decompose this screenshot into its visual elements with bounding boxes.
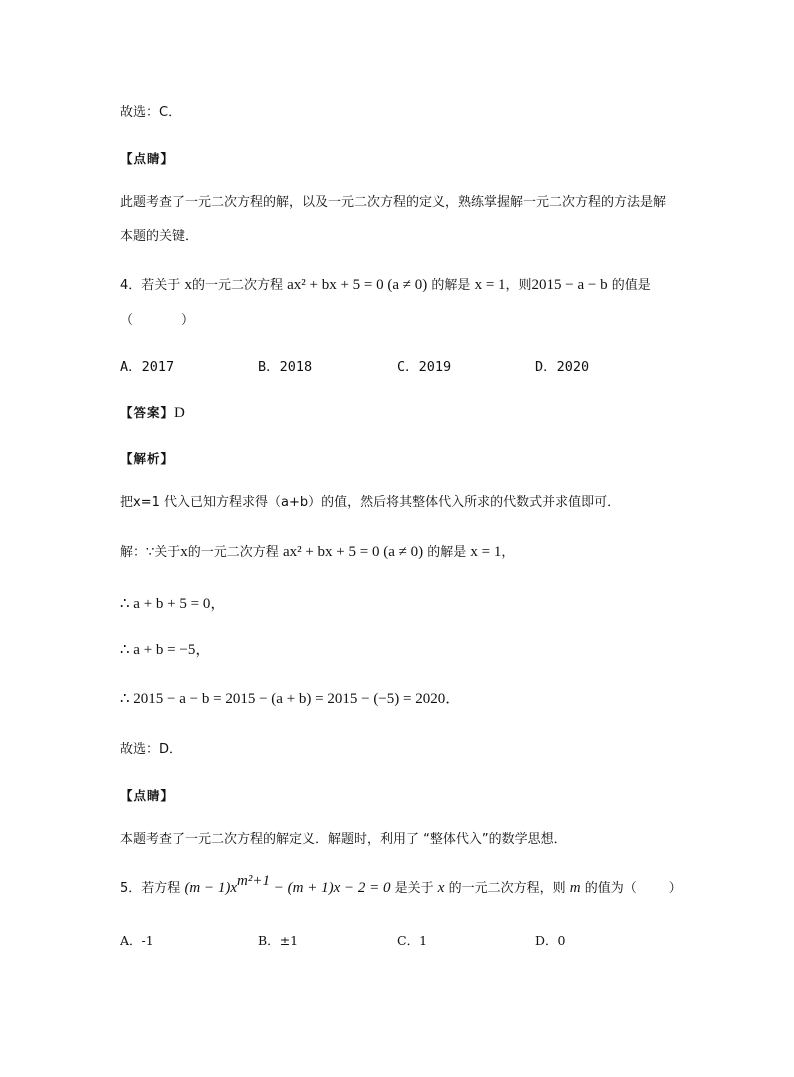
- option-label: C．: [397, 933, 420, 948]
- solution-var-x: x: [180, 544, 188, 560]
- solution-solution: x = 1: [470, 544, 502, 560]
- dianjing-text: 本题考查了一元二次方程的解定义．解题时，利用了 “整体代入”的数学思想．: [120, 832, 567, 847]
- previous-answer-line: [120, 104, 181, 122]
- question-5-text-e: ）: [668, 881, 682, 896]
- question-5-text-d: 的值为（: [584, 881, 637, 896]
- question-5-text-b: 是关于: [394, 881, 434, 896]
- q5-option-b: [258, 932, 298, 950]
- solution-intro: [120, 543, 514, 562]
- option-value: 2019: [418, 359, 452, 375]
- question-5-equation-left: (m − 1)x: [184, 880, 238, 896]
- answer-label: 【答案】: [120, 405, 175, 420]
- question-4-equation: ax² + bx + 5 = 0 (a ≠ 0): [287, 277, 428, 293]
- question-4-text-c: 的解是: [431, 278, 471, 293]
- solution-intro-c: 的解是: [427, 545, 467, 560]
- question-5-var-m: m: [569, 880, 581, 896]
- option-value: 2018: [279, 359, 313, 375]
- question-5-number: 5．: [120, 881, 142, 896]
- answer-value: D: [174, 405, 185, 421]
- solution-intro-end: ，: [501, 545, 515, 560]
- final-choice: 故选：D．: [120, 742, 183, 757]
- option-label: D．: [535, 359, 557, 375]
- option-d: [535, 358, 589, 376]
- analysis-line: 把x=1 代入已知方程求得（a+b）的值，然后将其整体代入所求的代数式并求值即可．: [120, 495, 621, 510]
- option-value: -1: [141, 933, 154, 948]
- summary-line-1: 此题考查了一元二次方程的解，以及一元二次方程的定义，熟练掌握解一元二次方程的方法是解: [120, 195, 667, 210]
- option-label: B．: [258, 933, 280, 948]
- question-5-exponent: m²+1: [237, 873, 270, 889]
- question-4-text-d: ，则: [505, 278, 532, 293]
- option-value: 2017: [141, 359, 175, 375]
- question-4-stem: [120, 276, 651, 295]
- question-5-stem: [120, 873, 682, 898]
- question-5-text-a: 若方程: [141, 881, 181, 896]
- question-4-expression: 2015 − a − b: [531, 277, 608, 293]
- question-5-text-c: 的一元二次方程，则: [448, 881, 566, 896]
- option-label: B．: [258, 359, 280, 375]
- question-4-text-e: 的值是: [611, 278, 651, 293]
- question-5-equation-right: − (m + 1)x − 2 = 0: [270, 880, 391, 896]
- solution-intro-b: 的一元二次方程: [187, 545, 279, 560]
- solution-intro-a: 解：∵关于: [120, 545, 181, 560]
- option-value: 2020: [556, 359, 590, 375]
- option-label: A．: [120, 359, 142, 375]
- summary-line-2: 本题的关键．: [120, 229, 199, 244]
- option-b: [258, 358, 312, 376]
- previous-answer-text: 故选：C．: [120, 105, 182, 120]
- option-value: 0: [557, 933, 566, 948]
- option-label: C．: [397, 359, 419, 375]
- question-4-solution: x = 1: [474, 277, 506, 293]
- q5-option-a: [120, 932, 154, 950]
- answer-line: [120, 404, 185, 423]
- option-label: A．: [120, 933, 142, 948]
- q5-option-c: [397, 932, 427, 950]
- dianjing-label-2: 【点睛】: [120, 788, 175, 803]
- option-value: ±1: [279, 933, 299, 948]
- option-a: [120, 358, 174, 376]
- step-2: ∴ a + b = −5，: [120, 642, 211, 658]
- step-1: ∴ a + b + 5 = 0，: [120, 596, 226, 612]
- dianjing-label-1: 【点睛】: [120, 151, 175, 166]
- question-4-answer-blank: [120, 312, 194, 330]
- question-4-text-b: 的一元二次方程: [191, 278, 283, 293]
- solution-equation: ax² + bx + 5 = 0 (a ≠ 0): [282, 544, 424, 560]
- option-label: D．: [535, 933, 558, 948]
- step-3: ∴ 2015 − a − b = 2015 − (a + b) = 2015 − (−5) = 2020．: [120, 691, 461, 707]
- option-value: 1: [419, 933, 428, 948]
- question-4-number: 4．: [120, 278, 142, 293]
- paren-open: （: [120, 313, 134, 328]
- analysis-label: 【解析】: [120, 451, 175, 466]
- q5-option-d: [535, 932, 565, 950]
- question-4-text-a: 若关于: [141, 278, 181, 293]
- paren-close: ）: [181, 313, 195, 328]
- option-c: [397, 358, 451, 376]
- question-4-var-x: x: [184, 277, 192, 293]
- question-5-var-x: x: [437, 880, 445, 896]
